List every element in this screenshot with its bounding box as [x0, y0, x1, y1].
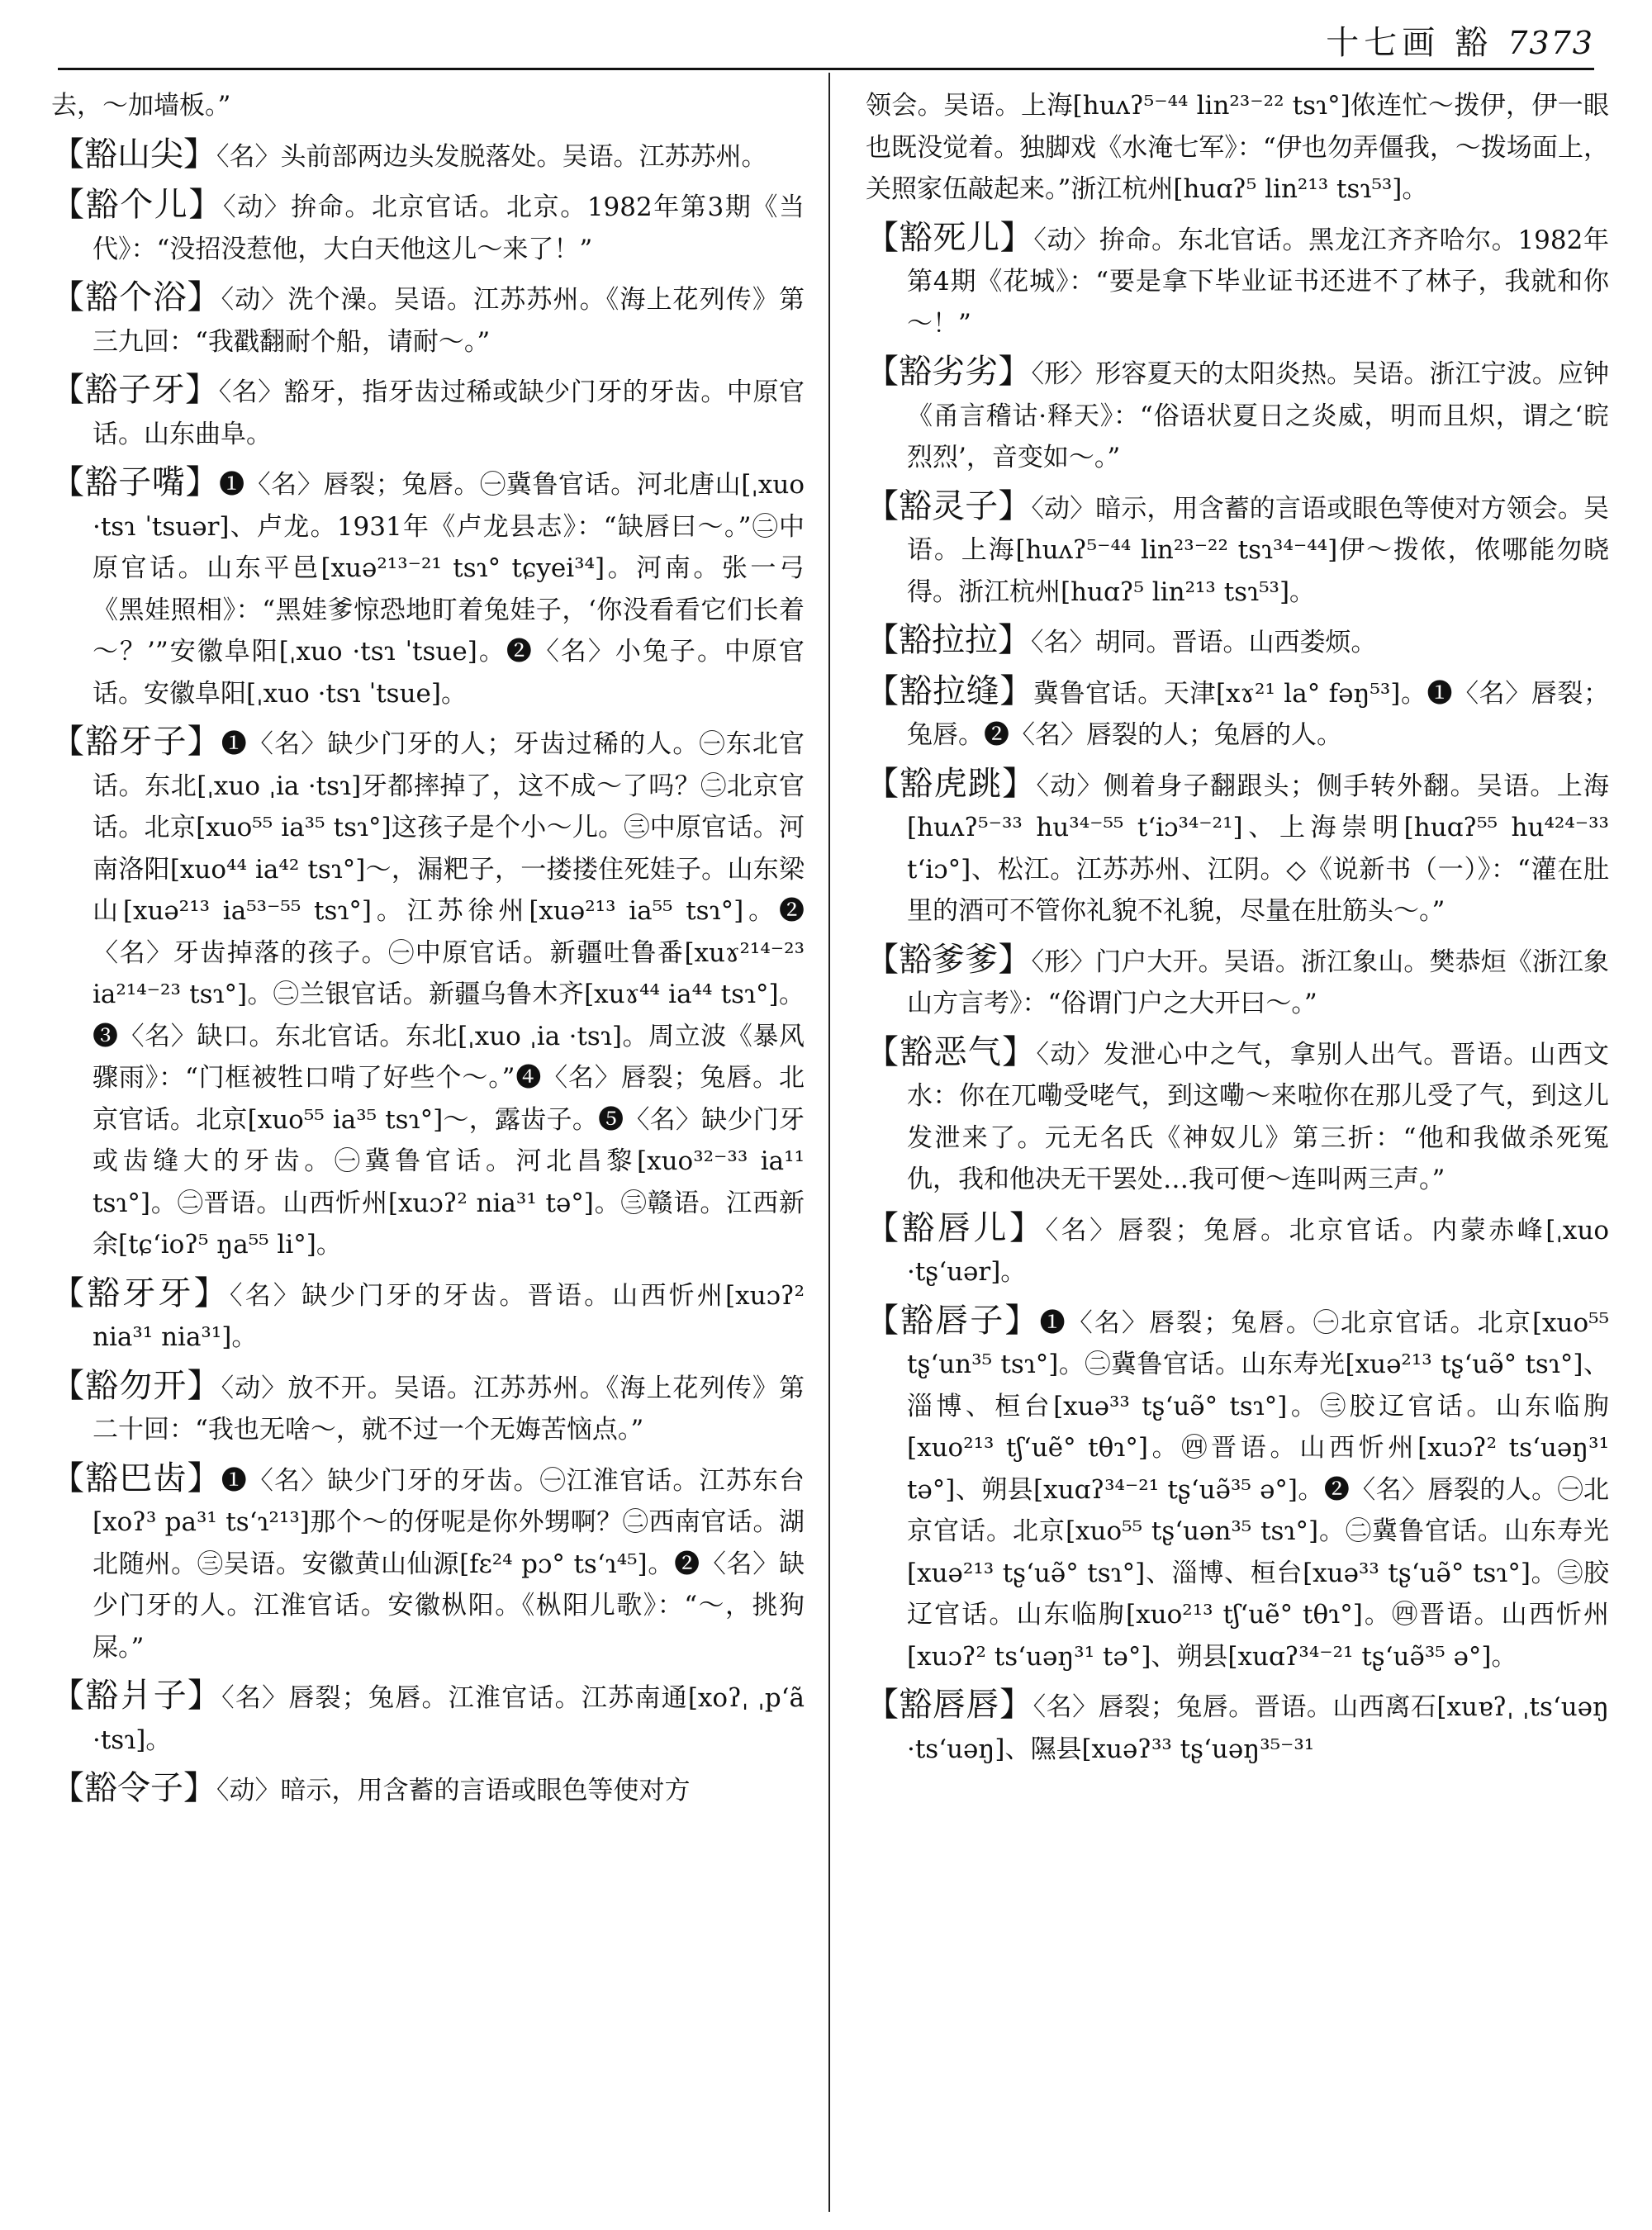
entry-headword: 【豁勿开】: [51, 1366, 221, 1405]
entry-headword: 【豁个浴】: [51, 278, 221, 316]
entry-text: 〈名〉豁牙，指牙齿过稀或缺少门牙的牙齿。中原官话。山东曲阜。: [93, 377, 805, 449]
entry-text: 〈动〉发泄心中之气，拿别人出气。晋语。山西文水：你在兀嘞受咾气，到这嘞～来啦你在那儿受了气，到这儿发泄来了。元无名氏《神奴儿》第三折：“他和我做杀死冤仇，我和他决无干罢处…我可便～连叫两三声。”: [907, 1039, 1609, 1194]
entry-headword: 【豁牙子】: [51, 723, 221, 761]
dictionary-entry: [51, 1767, 805, 1812]
dictionary-entry: [866, 619, 1609, 664]
dictionary-entry: [866, 1032, 1609, 1201]
entry-text: ❶〈名〉唇裂；兔唇。㊀北京官话。北京[xuo⁵⁵ tʂʻun³⁵ tsɿ°]。㊁冀鲁官话。山东寿光[xuə²¹³ tʂʻuə̃° tsɿ°]、淄博、桓台[xuə³³ tʂʻuə̃° tsɿ°]。㊂胶辽官话。山东临朐[xuo²¹³ tʃʻuẽ° tθɿ°]。㊃晋语。山西忻州[xuɔʔ² tsʻuəŋ³¹ tə°]、朔县[xuɑʔ³⁴⁻²¹ tʂʻuə̃³⁵ ə°]。❷〈名〉唇裂的人。㊀北京官话。北京[xuo⁵⁵ tʂʻuən³⁵ tsɿ°]。㊁冀鲁官话。山东寿光[xuə²¹³ tʂʻuə̃° tsɿ°]、淄博、桓台[xuə³³ tʂʻuə̃° tsɿ°]。㊂胶辽官话。山东临朐[xuo²¹³ tʃʻuẽ° tθɿ°]。㊃晋语。山西忻州[xuɔʔ² tsʻuəŋ³¹ tə°]、朔县[xuɑʔ³⁴⁻²¹ tʂʻuə̃³⁵ ə°]。: [907, 1307, 1609, 1672]
entry-headword: 【豁唇唇】: [866, 1686, 1033, 1724]
entry-headword: 【豁死儿】: [866, 218, 1034, 257]
entry-headword: 【豁巴齿】: [51, 1459, 221, 1497]
running-header: [1326, 17, 1594, 64]
entry-text: 〈名〉唇裂；兔唇。江淮官话。江苏南通[xoʔˌ ˌpʻã ·tsɿ]。: [93, 1683, 805, 1755]
column-divider: [828, 73, 830, 2212]
header-section: 十七画: [1326, 24, 1441, 62]
entry-headword: 【豁劣劣】: [866, 353, 1032, 391]
entry-headword: 【豁牙牙】: [51, 1274, 230, 1312]
entry-headword: 【豁虎跳】: [866, 764, 1037, 803]
entry-text: ❶〈名〉缺少门牙的牙齿。㊀江淮官话。江苏东台[xoʔ³ pa³¹ tsʻɿ²¹³]那个～的伢呢是你外甥啊？㊁西南官话。湖北随州。㊂吴语。安徽黄山仙源[fɛ²⁴ pɔ° tsʻɿ⁴⁵]。❷〈名〉缺少门牙的人。江淮官话。安徽枞阳。《枞阳儿歌》：“～，挑狗屎。”: [93, 1465, 805, 1663]
entry-headword: 【豁山尖】: [51, 135, 216, 173]
dictionary-entry: [51, 1675, 805, 1761]
entry-text: ❶〈名〉唇裂；兔唇。㊀冀鲁官话。河北唐山[ˌxuo ·tsɿ ˈtsuər]、卢龙。1931年《卢龙县志》：“缺唇曰～。”㊁中原官话。山东平邑[xuə²¹³⁻²¹ tsɿ° tɕyei³⁴]。河南。张一弓《黑娃照相》：“黑娃爹惊恐地盯着兔娃子，‘你没看看它们长着～？’”安徽阜阳[ˌxuo ·tsɿ ˈtsue]。❷〈名〉小兔子。中原官话。安徽阜阳[ˌxuo ·tsɿ ˈtsue]。: [93, 470, 805, 709]
dictionary-entry: [866, 763, 1609, 932]
entry-text: 〈名〉头前部两边头发脱落处。吴语。江苏苏州。: [216, 141, 767, 172]
dictionary-entry: [866, 939, 1609, 1025]
entry-headword: 【豁恶气】: [866, 1032, 1037, 1071]
dictionary-entry: [51, 1273, 805, 1359]
entry-text: 〈动〉拚命。东北官话。黑龙江齐齐哈尔。1982年第4期《花城》：“要是拿下毕业证书还进不了林子，我就和你～！”: [907, 225, 1609, 339]
entry-headword: 【豁灵子】: [866, 486, 1032, 525]
entry-text: 〈名〉唇裂；兔唇。北京官话。内蒙赤峰[ˌxuo ·tʂʻuər]。: [907, 1215, 1609, 1287]
dictionary-entry: [866, 1300, 1609, 1678]
dictionary-entry: [51, 721, 805, 1266]
dictionary-entry: [866, 1684, 1609, 1770]
dictionary-entry: [51, 134, 805, 178]
page-number: 7373: [1507, 25, 1594, 61]
entry-text: 去，～加墙板。”: [51, 91, 231, 121]
dictionary-entry: [51, 1365, 805, 1451]
entry-text: 〈名〉缺少门牙的牙齿。晋语。山西忻州[xuɔʔ² nia³¹ nia³¹]。: [93, 1280, 805, 1352]
dictionary-entry: [866, 486, 1609, 614]
entry-text: 〈形〉形容夏天的太阳炎热。吴语。浙江宁波。应钟《甬言稽诂·释天》：“俗语状夏日之炎威，明而且炽，谓之‘睆烈烈’，音变如～。”: [907, 359, 1609, 472]
dictionary-entry: [866, 217, 1609, 345]
entry-text: 〈动〉侧着身子翻跟头；侧手转外翻。吴语。上海[huʌʔ⁵⁻³³ hu³⁴⁻⁵⁵ tʻiɔ³⁴⁻²¹]、上海崇明[huɑʔ⁵⁵ hu⁴²⁴⁻³³ tʻiɔ°]、松江。江苏苏州、江阴。◇《说新书（一）》：“灌在肚里的酒可不管你礼貌不礼貌，尽量在肚筋头～。”: [907, 771, 1609, 926]
header-char: 豁: [1455, 24, 1493, 62]
dictionary-entry: [866, 1208, 1609, 1293]
dictionary-entry: [51, 462, 805, 714]
entry-headword: 【豁子牙】: [51, 371, 219, 409]
dictionary-entry: [51, 369, 805, 455]
entry-headword: 【豁令子】: [51, 1769, 216, 1807]
entry-text: 〈动〉拚命。北京官话。北京。1982年第3期《当代》：“没招没惹他，大白天他这儿～来了！”: [93, 192, 805, 264]
dictionary-entry: [51, 184, 805, 270]
entry-text: 〈形〉门户大开。吴语。浙江象山。樊恭烜《浙江象山方言考》：“俗谓门户之大开曰～。”: [907, 947, 1609, 1018]
entry-headword: 【豁唇儿】: [866, 1208, 1046, 1247]
entry-text: ❶〈名〉缺少门牙的人；牙齿过稀的人。㊀东北官话。东北[ˌxuo ˌia ·tsɿ]牙都摔掉了，这不成～了吗？㊁北京官话。北京[xuo⁵⁵ ia³⁵ tsɿ°]这孩子是个小～儿。㊂中原官话。河南洛阳[xuo⁴⁴ ia⁴² tsɿ°]～，漏粑子，一搂搂住死娃子。山东梁山[xuə²¹³ ia⁵³⁻⁵⁵ tsɿ°]。江苏徐州[xuə²¹³ ia⁵⁵ tsɿ°]。❷〈名〉牙齿掉落的孩子。㊀中原官话。新疆吐鲁番[xuɤ²¹⁴⁻²³ ia²¹⁴⁻²³ tsɿ°]。㊁兰银官话。新疆乌鲁木齐[xuɤ⁴⁴ ia⁴⁴ tsɿ°]。❸〈名〉缺口。东北官话。东北[ˌxuo ˌia ·tsɿ]。周立波《暴风骤雨》：“门框被牲口啃了好些个～。”❹〈名〉唇裂；兔唇。北京官话。北京[xuo⁵⁵ ia³⁵ tsɿ°]～，露齿子。❺〈名〉缺少门牙或齿缝大的牙齿。㊀冀鲁官话。河北昌黎[xuo³²⁻³³ ia¹¹ tsɿ°]。㊁晋语。山西忻州[xuɔʔ² nia³¹ tə°]。㊂赣语。江西新余[tɕʻioʔ⁵ ŋa⁵⁵ li°]。: [93, 729, 805, 1260]
entry-headword: 【豁拉缝】: [866, 671, 1033, 710]
dictionary-entry: [51, 83, 805, 127]
entry-headword: 【豁爿子】: [51, 1677, 222, 1715]
right-column: [866, 83, 1609, 2222]
entry-headword: 【豁爹爹】: [866, 940, 1032, 979]
dictionary-entry: [51, 1458, 805, 1669]
entry-text: 〈动〉洗个澡。吴语。江苏苏州。《海上花列传》第三九回：“我戳翻耐个船，请耐～。”: [93, 285, 805, 357]
dictionary-entry: [866, 351, 1609, 479]
entry-headword: 【豁拉拉】: [866, 621, 1031, 659]
dictionary-entry: [51, 277, 805, 363]
left-column: [51, 83, 805, 2222]
dictionary-entry: [866, 671, 1609, 757]
entry-headword: 【豁子嘴】: [51, 463, 220, 501]
entry-text: 〈动〉暗示，用含蓄的言语或眼色等使对方: [216, 1776, 691, 1805]
entry-text: 冀鲁官话。天津[xɤ²¹ la° fəŋ⁵³]。❶〈名〉唇裂；兔唇。❷〈名〉唇裂的人；兔唇的人。: [907, 678, 1609, 750]
header-rule: [58, 68, 1594, 70]
entry-text: 〈名〉唇裂；兔唇。晋语。山西离石[xuɐʔˌ ˌtsʻuəŋ ·tsʻuəŋ]、隰县[xuəʔ³³ tʂʻuəŋ³⁵⁻³¹: [907, 1692, 1609, 1764]
entry-text: 〈动〉暗示，用含蓄的言语或眼色等使对方领会。吴语。上海[huʌʔ⁵⁻⁴⁴ lin²³⁻²² tsɿ³⁴⁻⁴⁴]伊～拨侬，侬哪能勿晓得。浙江杭州[huɑʔ⁵ lin²¹³ tsɿ⁵³]。: [907, 493, 1609, 607]
entry-text: 〈名〉胡同。晋语。山西娄烦。: [1031, 628, 1377, 657]
entry-headword: 【豁唇子】: [866, 1301, 1040, 1340]
entry-text: 〈动〉放不开。吴语。江苏苏州。《海上花列传》第二十回：“我也无啥～，就不过一个无娒苦恼点。”: [93, 1373, 805, 1445]
entry-headword: 【豁个儿】: [51, 186, 223, 224]
entry-text: 领会。吴语。上海[huʌʔ⁵⁻⁴⁴ lin²³⁻²² tsɿ°]侬连忙～拨伊，伊一眼也既没觉着。独脚戏《水淹七军》：“伊也勿弄僵我，～拨场面上，关照家伍敲起来。”浙江杭州[huɑʔ⁵ lin²¹³ tsɿ⁵³]。: [866, 91, 1609, 204]
dictionary-entry: [866, 83, 1609, 211]
